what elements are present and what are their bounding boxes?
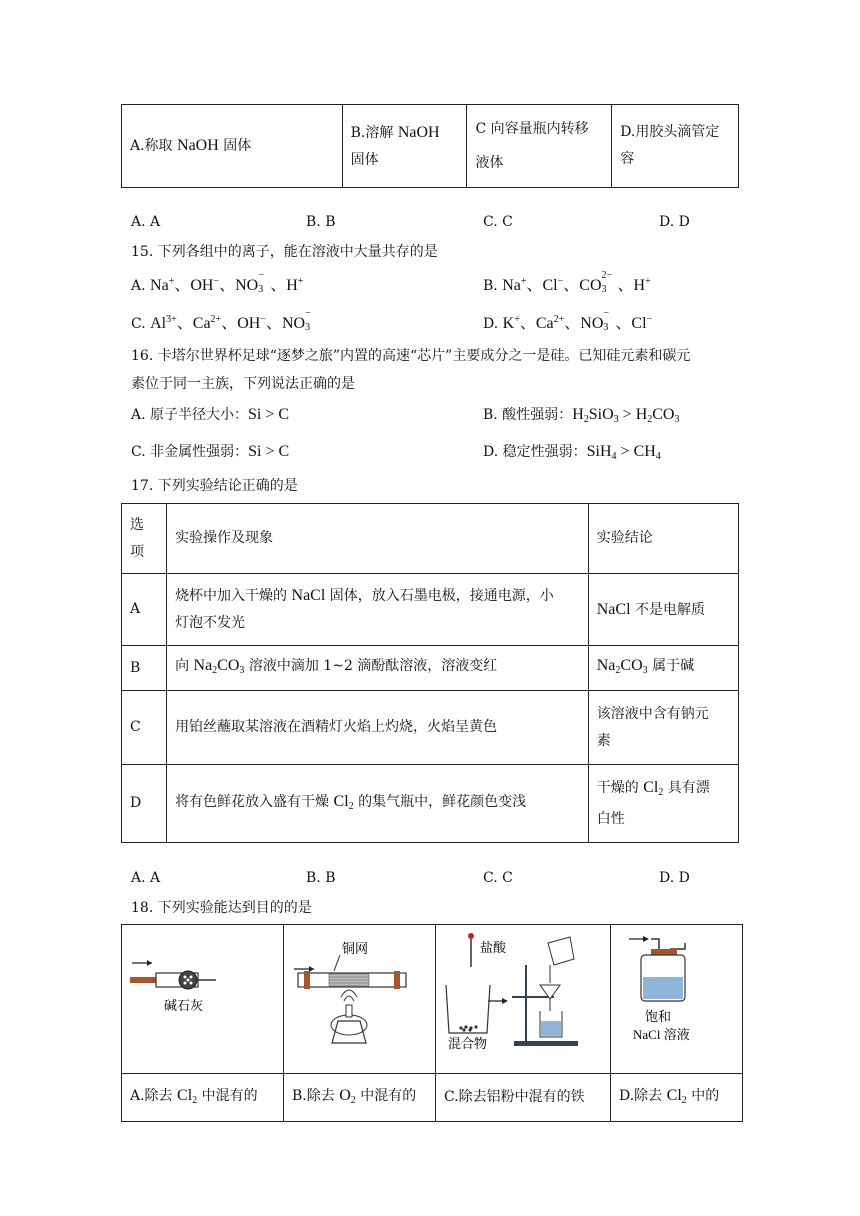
q17-row-d-option: D (122, 765, 167, 843)
label-hydrochloric-acid: 盐酸 (480, 941, 507, 956)
q14-cell-d: D.用胶头滴管定 容 (612, 105, 739, 188)
q17-stem: 17. 下列实验结论正确的是 (131, 478, 298, 494)
q17-header-conclusion: 实验结论 (588, 504, 738, 574)
q16-option-a[interactable]: A. 原子半径大小：Si > C (131, 406, 290, 423)
filtration-diagram (436, 925, 610, 1063)
pouring-beaker (548, 937, 574, 965)
q17-row-b-conclusion: $Na_2CO_3$ 属于碱 (588, 646, 738, 691)
q17-header-option: 选 项 (122, 504, 167, 574)
q18-image-c (436, 925, 611, 1074)
q16-option-d[interactable]: D. 稳定性强弱：$SiH_4 > CH_4$ (483, 443, 661, 462)
q17-row-c-option: C (122, 691, 167, 765)
q16-stem-line2: 素位于同一主族，下列说法正确的是 (131, 376, 355, 392)
q14-table (121, 104, 739, 188)
q14-option-b[interactable]: B. B (306, 214, 336, 230)
q18-caption-a: A.除去 $Cl_2$ 中混有的 (122, 1074, 284, 1122)
q17-row-a-conclusion: NaCl 不是电解质 (588, 574, 738, 646)
q17-row-c-operation: 用铂丝蘸取某溶液在酒精灯火焰上灼烧，火焰呈黄色 (167, 691, 589, 765)
q14-option-d[interactable]: D. D (659, 214, 690, 230)
q17-row-b-option: B (122, 646, 167, 691)
q15-option-a[interactable]: A. Na+、OH−、NO 3 − 、H+ (131, 270, 304, 295)
label-nacl-solution: NaCl 溶液 (633, 1027, 690, 1042)
q15-option-b[interactable]: B. Na+、Cl−、CO 3 2− 、H+ (483, 270, 651, 295)
rubber-stopper-left (130, 977, 156, 983)
q17-option-d[interactable]: D. D (659, 870, 690, 886)
q17-row-a-option: A (122, 574, 167, 646)
q15-option-c[interactable]: C. $Al^{3+}$、$Ca^{2+}$、OH−、NO 3 − (131, 308, 311, 333)
q17-row-b-operation: 向 $Na_2CO_3$ 溶液中滴加 1~2 滴酚酞溶液，溶液变红 (167, 646, 589, 691)
label-soda-lime: 碱石灰 (164, 999, 204, 1014)
q18-image-d (611, 925, 743, 1074)
label-saturated: 饱和 (645, 1010, 672, 1025)
q14-cell-a: A.称取 NaOH 固体 (122, 105, 343, 188)
q18-image-b (284, 925, 436, 1074)
q17-row-d-conclusion: 干燥的 $Cl_2$ 具有漂 白性 (588, 765, 738, 843)
q17-option-c[interactable]: C. C (483, 870, 513, 886)
q14-option-c[interactable]: C. C (483, 214, 513, 230)
copper-mesh-heating-diagram (284, 925, 435, 1063)
q17-option-b[interactable]: B. B (306, 870, 336, 886)
q17-row-d-operation: 将有色鲜花放入盛有干燥 $Cl_2$ 的集气瓶中，鲜花颜色变浅 (167, 765, 589, 843)
gas-washing-bottle-diagram (611, 925, 742, 1063)
q18-caption-b: B.除去 $O_2$ 中混有的 (284, 1074, 436, 1122)
q15-option-d[interactable]: D. K+、$Ca^{2+}$、NO 3 − 、Cl− (483, 308, 653, 333)
drying-tube-diagram (122, 925, 283, 1063)
q17-row-c-conclusion: 该溶液中含有钠元 素 (588, 691, 738, 765)
q16-stem-line1: 16. 卡塔尔世界杯足球“逐梦之旅”内置的高速“芯片”主要成分之一是硅。已知硅元素和碳元 (131, 348, 691, 364)
q18-caption-d: D.除去 $Cl_2$ 中的 (611, 1074, 743, 1122)
label-copper-mesh: 铜网 (342, 942, 369, 957)
q15-stem: 15. 下列各组中的离子，能在溶液中大量共存的是 (131, 244, 438, 260)
q14-cell-c: C 向容量瓶内转移 液体 (467, 105, 612, 188)
q18-stem: 18. 下列实验能达到目的的是 (131, 900, 312, 916)
q17-option-a[interactable]: A. A (131, 870, 161, 886)
dropper-bulb (468, 933, 474, 939)
q17-table (121, 503, 739, 843)
q18-image-a (122, 925, 284, 1074)
q14-cell-b: B.溶解 NaOH 固体 (342, 105, 467, 188)
q18-caption-c: C.除去铝粉中混有的铁 (436, 1074, 611, 1122)
beaker (446, 985, 490, 1033)
q17-header-operation: 实验操作及现象 (167, 504, 589, 574)
q18-table (121, 924, 743, 1122)
q17-row-a-operation: 烧杯中加入干燥的 NaCl 固体，放入石墨电极，接通电源，小 灯泡不发光 (167, 574, 589, 646)
q16-option-b[interactable]: B. 酸性强弱：$H_2SiO_3 > H_2CO_3$ (483, 406, 680, 425)
label-mixture: 混合物 (448, 1037, 488, 1052)
q16-option-c[interactable]: C. 非金属性强弱：Si > C (131, 443, 290, 460)
q14-option-a[interactable]: A. A (131, 214, 161, 230)
